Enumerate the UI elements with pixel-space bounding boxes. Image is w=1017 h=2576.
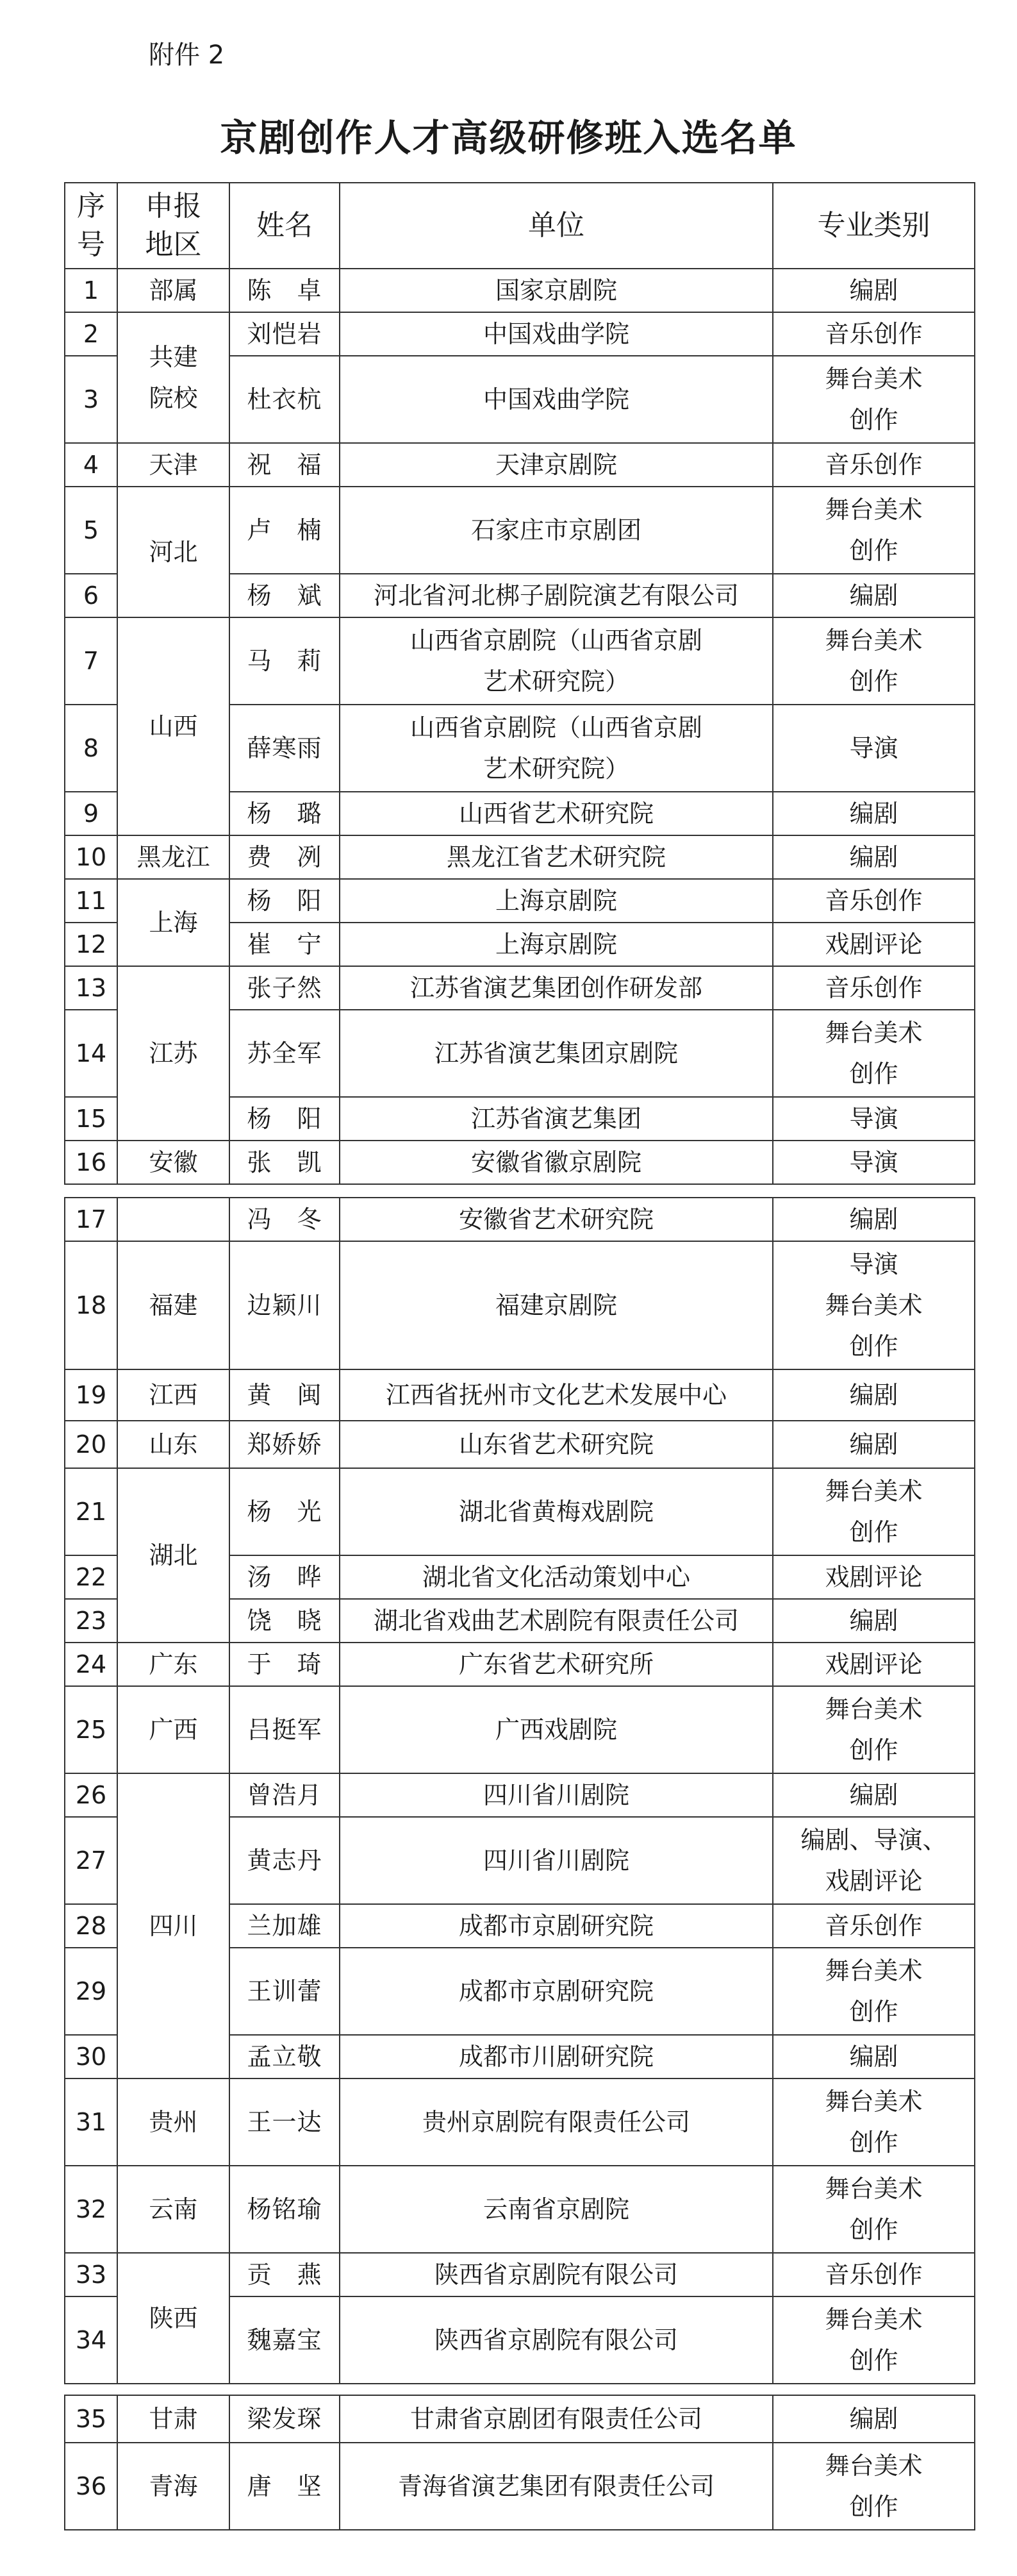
row-category: 导演 bbox=[773, 1141, 975, 1184]
row-unit: 成都市京剧研究院 bbox=[340, 1904, 773, 1948]
row-category: 音乐创作 bbox=[773, 443, 975, 487]
row-no: 10 bbox=[65, 835, 117, 879]
row-category: 编剧 bbox=[773, 792, 975, 835]
region-cell: 广西 bbox=[117, 1686, 229, 1773]
row-category: 舞台美术 创作 bbox=[773, 2296, 975, 2384]
row-name: 曾浩月 bbox=[229, 1773, 340, 1817]
row-no: 3 bbox=[65, 356, 117, 443]
region-cell: 河北 bbox=[117, 487, 229, 617]
row-name: 费 冽 bbox=[229, 835, 340, 879]
row-unit: 四川省川剧院 bbox=[340, 1817, 773, 1904]
region-cell: 云南 bbox=[117, 2166, 229, 2253]
row-name: 卢 楠 bbox=[229, 487, 340, 574]
row-category: 导演 舞台美术 创作 bbox=[773, 1241, 975, 1369]
row-name: 苏全军 bbox=[229, 1010, 340, 1097]
row-no: 30 bbox=[65, 2035, 117, 2078]
table-row bbox=[65, 1241, 975, 1369]
row-name: 梁发琛 bbox=[229, 2395, 340, 2443]
region-cell-empty bbox=[117, 1198, 229, 1241]
table-row bbox=[65, 2166, 975, 2253]
row-unit: 福建京剧院 bbox=[340, 1241, 773, 1369]
row-category: 编剧 bbox=[773, 835, 975, 879]
row-no: 13 bbox=[65, 966, 117, 1010]
row-name: 马 莉 bbox=[229, 617, 340, 705]
row-name: 杜衣杭 bbox=[229, 356, 340, 443]
row-category: 编剧 bbox=[773, 574, 975, 617]
row-no: 14 bbox=[65, 1010, 117, 1097]
row-unit: 云南省京剧院 bbox=[340, 2166, 773, 2253]
row-name: 王一达 bbox=[229, 2078, 340, 2166]
row-category: 编剧 bbox=[773, 1369, 975, 1421]
table-row bbox=[65, 1421, 975, 1468]
row-unit: 江西省抚州市文化艺术发展中心 bbox=[340, 1369, 773, 1421]
table-row bbox=[65, 1773, 975, 1817]
table-row bbox=[65, 835, 975, 879]
row-category: 舞台美术 创作 bbox=[773, 356, 975, 443]
row-category: 舞台美术 创作 bbox=[773, 2166, 975, 2253]
row-no: 32 bbox=[65, 2166, 117, 2253]
row-no: 9 bbox=[65, 792, 117, 835]
region-cell: 江苏 bbox=[117, 966, 229, 1141]
row-unit: 黑龙江省艺术研究院 bbox=[340, 835, 773, 879]
row-category: 音乐创作 bbox=[773, 966, 975, 1010]
row-unit: 石家庄市京剧团 bbox=[340, 487, 773, 574]
row-unit: 江苏省演艺集团京剧院 bbox=[340, 1010, 773, 1097]
row-unit: 江苏省演艺集团创作研发部 bbox=[340, 966, 773, 1010]
row-no: 25 bbox=[65, 1686, 117, 1773]
row-no: 12 bbox=[65, 923, 117, 966]
row-no: 36 bbox=[65, 2443, 117, 2530]
row-category: 音乐创作 bbox=[773, 2253, 975, 2296]
row-unit: 山西省艺术研究院 bbox=[340, 792, 773, 835]
row-name: 吕挺军 bbox=[229, 1686, 340, 1773]
row-unit: 成都市川剧研究院 bbox=[340, 2035, 773, 2078]
row-no: 20 bbox=[65, 1421, 117, 1468]
row-name: 兰加雄 bbox=[229, 1904, 340, 1948]
row-no: 31 bbox=[65, 2078, 117, 2166]
row-no: 23 bbox=[65, 1599, 117, 1643]
row-category: 导演 bbox=[773, 705, 975, 792]
table-row bbox=[65, 966, 975, 1010]
row-category: 舞台美术 创作 bbox=[773, 617, 975, 705]
row-no: 16 bbox=[65, 1141, 117, 1184]
row-no: 2 bbox=[65, 312, 117, 356]
row-no: 4 bbox=[65, 443, 117, 487]
table-row bbox=[65, 487, 975, 574]
table-row bbox=[65, 2443, 975, 2530]
row-unit: 天津京剧院 bbox=[340, 443, 773, 487]
page-title: 京剧创作人才高级研修班入选名单 bbox=[220, 116, 797, 160]
region-cell: 黑龙江 bbox=[117, 835, 229, 879]
row-category: 戏剧评论 bbox=[773, 1643, 975, 1686]
row-no: 28 bbox=[65, 1904, 117, 1948]
row-category: 戏剧评论 bbox=[773, 923, 975, 966]
row-name: 边颖川 bbox=[229, 1241, 340, 1369]
table-row bbox=[65, 1643, 975, 1686]
row-name: 陈 卓 bbox=[229, 269, 340, 312]
region-cell: 湖北 bbox=[117, 1468, 229, 1643]
region-cell: 上海 bbox=[117, 879, 229, 966]
row-unit: 江苏省演艺集团 bbox=[340, 1097, 773, 1141]
row-name: 王训蕾 bbox=[229, 1948, 340, 2035]
row-category: 编剧 bbox=[773, 1599, 975, 1643]
row-category: 舞台美术 创作 bbox=[773, 2443, 975, 2530]
row-unit: 河北省河北梆子剧院演艺有限公司 bbox=[340, 574, 773, 617]
row-category: 舞台美术 创作 bbox=[773, 1686, 975, 1773]
row-unit: 广东省艺术研究所 bbox=[340, 1643, 773, 1686]
row-unit: 山东省艺术研究院 bbox=[340, 1421, 773, 1468]
row-unit: 上海京剧院 bbox=[340, 923, 773, 966]
row-category: 音乐创作 bbox=[773, 879, 975, 923]
row-name: 杨 斌 bbox=[229, 574, 340, 617]
row-category: 舞台美术 创作 bbox=[773, 1468, 975, 1555]
row-name: 杨 阳 bbox=[229, 879, 340, 923]
row-category: 戏剧评论 bbox=[773, 1555, 975, 1599]
row-category: 导演 bbox=[773, 1097, 975, 1141]
row-unit: 成都市京剧研究院 bbox=[340, 1948, 773, 2035]
table-row bbox=[65, 269, 975, 312]
region-cell: 贵州 bbox=[117, 2078, 229, 2166]
table-header-row bbox=[65, 183, 975, 269]
row-category: 编剧 bbox=[773, 269, 975, 312]
row-name: 汤 晔 bbox=[229, 1555, 340, 1599]
row-no: 17 bbox=[65, 1198, 117, 1241]
table-row bbox=[65, 1468, 975, 1555]
row-no: 21 bbox=[65, 1468, 117, 1555]
row-category: 舞台美术 创作 bbox=[773, 2078, 975, 2166]
row-unit: 四川省川剧院 bbox=[340, 1773, 773, 1817]
table-row bbox=[65, 879, 975, 923]
row-name: 杨 光 bbox=[229, 1468, 340, 1555]
row-unit: 贵州京剧院有限责任公司 bbox=[340, 2078, 773, 2166]
header-unit: 单位 bbox=[340, 183, 773, 269]
row-name: 魏嘉宝 bbox=[229, 2296, 340, 2384]
row-no: 33 bbox=[65, 2253, 117, 2296]
row-name: 张子然 bbox=[229, 966, 340, 1010]
row-unit: 湖北省戏曲艺术剧院有限责任公司 bbox=[340, 1599, 773, 1643]
row-category: 舞台美术 创作 bbox=[773, 1010, 975, 1097]
region-cell: 四川 bbox=[117, 1773, 229, 2078]
row-unit: 广西戏剧院 bbox=[340, 1686, 773, 1773]
region-cell: 福建 bbox=[117, 1241, 229, 1369]
row-no: 11 bbox=[65, 879, 117, 923]
row-name: 祝 福 bbox=[229, 443, 340, 487]
row-unit: 中国戏曲学院 bbox=[340, 312, 773, 356]
row-name: 于 琦 bbox=[229, 1643, 340, 1686]
row-category: 舞台美术 创作 bbox=[773, 487, 975, 574]
row-no: 1 bbox=[65, 269, 117, 312]
row-name: 张 凯 bbox=[229, 1141, 340, 1184]
row-name: 崔 宁 bbox=[229, 923, 340, 966]
row-no: 15 bbox=[65, 1097, 117, 1141]
row-unit: 湖北省黄梅戏剧院 bbox=[340, 1468, 773, 1555]
table-row bbox=[65, 1198, 975, 1241]
row-unit: 陕西省京剧院有限公司 bbox=[340, 2296, 773, 2384]
row-unit: 国家京剧院 bbox=[340, 269, 773, 312]
row-name: 饶 晓 bbox=[229, 1599, 340, 1643]
row-unit: 安徽省徽京剧院 bbox=[340, 1141, 773, 1184]
row-unit: 山西省京剧院（山西省京剧 艺术研究院） bbox=[340, 705, 773, 792]
region-cell: 江西 bbox=[117, 1369, 229, 1421]
row-category: 舞台美术 创作 bbox=[773, 1948, 975, 2035]
row-name: 孟立敬 bbox=[229, 2035, 340, 2078]
row-unit: 上海京剧院 bbox=[340, 879, 773, 923]
row-name: 黄志丹 bbox=[229, 1817, 340, 1904]
row-unit: 中国戏曲学院 bbox=[340, 356, 773, 443]
table-row bbox=[65, 312, 975, 356]
row-category: 音乐创作 bbox=[773, 312, 975, 356]
row-unit: 安徽省艺术研究院 bbox=[340, 1198, 773, 1241]
table-row bbox=[65, 1686, 975, 1773]
row-name: 唐 坚 bbox=[229, 2443, 340, 2530]
region-cell: 甘肃 bbox=[117, 2395, 229, 2443]
row-no: 7 bbox=[65, 617, 117, 705]
row-name: 杨铭瑜 bbox=[229, 2166, 340, 2253]
row-unit: 青海省演艺集团有限责任公司 bbox=[340, 2443, 773, 2530]
row-name: 冯 冬 bbox=[229, 1198, 340, 1241]
row-name: 黄 闽 bbox=[229, 1369, 340, 1421]
row-category: 音乐创作 bbox=[773, 1904, 975, 1948]
row-no: 22 bbox=[65, 1555, 117, 1599]
header-category: 专业类别 bbox=[773, 183, 975, 269]
row-name: 杨 璐 bbox=[229, 792, 340, 835]
table-row bbox=[65, 2253, 975, 2296]
row-no: 5 bbox=[65, 487, 117, 574]
row-no: 27 bbox=[65, 1817, 117, 1904]
region-cell: 部属 bbox=[117, 269, 229, 312]
row-no: 19 bbox=[65, 1369, 117, 1421]
row-no: 6 bbox=[65, 574, 117, 617]
row-no: 8 bbox=[65, 705, 117, 792]
row-no: 29 bbox=[65, 1948, 117, 2035]
row-name: 郑娇娇 bbox=[229, 1421, 340, 1468]
region-cell: 陕西 bbox=[117, 2253, 229, 2384]
row-unit: 陕西省京剧院有限公司 bbox=[340, 2253, 773, 2296]
row-name: 薛寒雨 bbox=[229, 705, 340, 792]
row-category: 编剧 bbox=[773, 2395, 975, 2443]
header-name: 姓名 bbox=[229, 183, 340, 269]
roster-table-part-1 bbox=[64, 182, 975, 1185]
roster-table-part-3 bbox=[64, 2395, 975, 2530]
row-unit: 甘肃省京剧团有限责任公司 bbox=[340, 2395, 773, 2443]
row-name: 贡 燕 bbox=[229, 2253, 340, 2296]
row-no: 18 bbox=[65, 1241, 117, 1369]
region-cell: 青海 bbox=[117, 2443, 229, 2530]
region-cell: 共建 院校 bbox=[117, 312, 229, 443]
table-row bbox=[65, 2078, 975, 2166]
row-category: 编剧 bbox=[773, 1421, 975, 1468]
region-cell: 安徽 bbox=[117, 1141, 229, 1184]
table-row bbox=[65, 1141, 975, 1184]
row-no: 26 bbox=[65, 1773, 117, 1817]
roster-table-part-2 bbox=[64, 1197, 975, 2384]
row-name: 刘恺岩 bbox=[229, 312, 340, 356]
header-region: 申报 地区 bbox=[117, 183, 229, 269]
table-row bbox=[65, 443, 975, 487]
row-category: 编剧 bbox=[773, 2035, 975, 2078]
row-unit: 山西省京剧院（山西省京剧 艺术研究院） bbox=[340, 617, 773, 705]
row-no: 24 bbox=[65, 1643, 117, 1686]
row-category: 编剧 bbox=[773, 1773, 975, 1817]
row-category: 编剧、导演、 戏剧评论 bbox=[773, 1817, 975, 1904]
table-row bbox=[65, 1369, 975, 1421]
header-no: 序 号 bbox=[65, 183, 117, 269]
region-cell: 天津 bbox=[117, 443, 229, 487]
region-cell: 山东 bbox=[117, 1421, 229, 1468]
table-row bbox=[65, 617, 975, 705]
attachment-label: 附件 2 bbox=[149, 40, 225, 70]
row-no: 34 bbox=[65, 2296, 117, 2384]
table-row bbox=[65, 2395, 975, 2443]
region-cell: 广东 bbox=[117, 1643, 229, 1686]
row-no: 35 bbox=[65, 2395, 117, 2443]
row-name: 杨 阳 bbox=[229, 1097, 340, 1141]
row-unit: 湖北省文化活动策划中心 bbox=[340, 1555, 773, 1599]
row-category: 编剧 bbox=[773, 1198, 975, 1241]
region-cell: 山西 bbox=[117, 617, 229, 835]
